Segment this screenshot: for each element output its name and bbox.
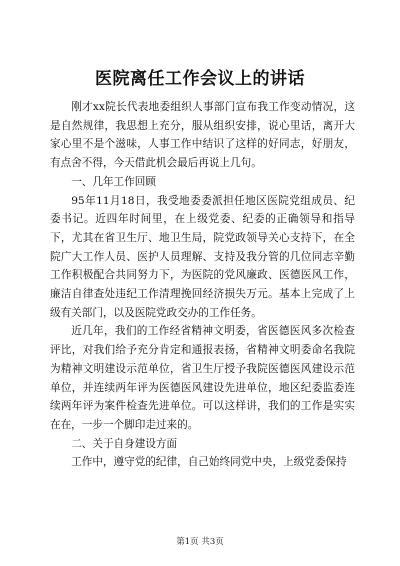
paragraph: 近几年，我们的工作经省精神文明委，省医德医风多次检查评比，对我们给予充分肯定和通报表扬，省精神文明委命名我院为精神文明建设示范单位，省卫生厅授予我院医德医风建设示范单位，并连续两年评为医德医风建设先进单位，地区纪委监委连续两年评为案件检查先进单位。可以这样讲，我们的工作是实实在在，一步一个脚印走过来的。 (50, 325, 355, 431)
page-footer: 第1页 共3页 (176, 537, 224, 547)
paragraph: 刚才xx院长代表地委组织人事部门宣布我工作变动情况，这是自然规律，我思想上充分，服从组织安排，说心里话，离开大家心里不是个滋味，人事工作中结识了这样的好同志，好朋友，有点舍不得，今天借此机会最后再说上几句。 (50, 101, 355, 170)
section-heading: 一、几年工作回顾 (71, 175, 156, 188)
section-heading: 二、关于自身建设方面 (71, 437, 178, 450)
paragraph: 95年11月18日，我受地委委派担任地区医院党组成员、纪委书记。近四年时间里，在上级党委、纪委的正确领导和指导下，尤其在省卫生厅、地卫生局，院党政领导关心支持下，在全院广大工作人员、医护人员理解、支持及我分管的几位同志辛勤工作积极配合共同努力下，为医院的党风廉政、医德医风工作，廉洁自律查处违纪工作清理挽回经济损失万元。基本上完成了上级有关部门，以及医院党政交办的工作任务。 (50, 194, 355, 319)
paragraph: 工作中，遵守党的纪律，自己始终同党中央，上级党委保持 (71, 456, 347, 469)
document-title: 医院离任工作会议上的讲话 (95, 69, 305, 89)
document-body (50, 98, 355, 472)
